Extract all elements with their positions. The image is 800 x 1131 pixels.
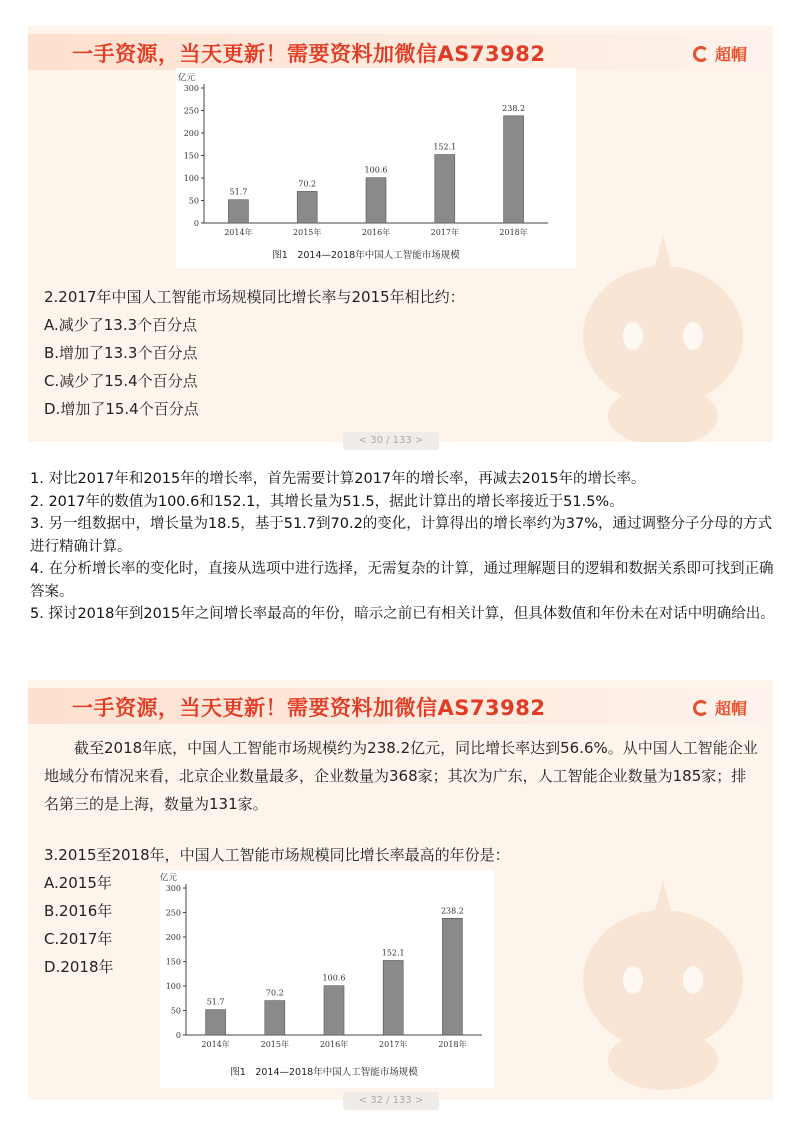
question-title: 2.2017年中国人工智能市场规模同比增长率与2015年相比约： xyxy=(44,288,465,306)
data-label: 238.2 xyxy=(440,906,464,916)
y-tick-label: 150 xyxy=(183,151,199,161)
y-tick-label: 250 xyxy=(165,908,181,918)
mascot-watermark-icon xyxy=(563,870,763,1100)
x-tick-label: 2016年 xyxy=(361,228,391,237)
brand-icon xyxy=(693,700,709,716)
chart-svg-1 xyxy=(176,68,576,268)
analysis-line: 3. 另一组数据中，增长量为18.5，基于51.7到70.2的变化，计算得出的增长率约为37%，通过调整分子分母的方式进行精确计算。 xyxy=(30,516,773,555)
option-a[interactable]: A.2015年 xyxy=(44,874,112,892)
y-tick-label: 0 xyxy=(193,219,199,228)
analysis-line: 1. 对比2017年和2015年的增长率，首先需要计算2017年的增长率，再减去2015年的增长率。 xyxy=(30,471,646,487)
bar xyxy=(504,116,524,223)
page-indicator[interactable]: < 30 / 133 > xyxy=(343,432,439,450)
y-tick-label: 50 xyxy=(188,196,199,206)
y-axis-label: 亿元 xyxy=(178,73,196,83)
y-tick-label: 300 xyxy=(183,84,199,93)
promo-banner xyxy=(28,688,773,724)
bar xyxy=(366,178,386,223)
analysis-line: 5. 探讨2018年到2015年之间增长率最高的年份，暗示之前已有相关计算，但具体数值和年份未在对话中明确给出。 xyxy=(30,606,775,622)
banner-text: 一手资源，当天更新！需要资料加微信AS73982 xyxy=(72,42,546,66)
x-tick-label: 2015年 xyxy=(293,228,322,237)
question-title: 3.2015至2018年，中国人工智能市场规模同比增长率最高的年份是： xyxy=(44,846,510,864)
option-b[interactable]: B.2016年 xyxy=(44,902,113,920)
chart-svg-2 xyxy=(160,870,494,1088)
option-b[interactable]: B.增加了13.3个百分点 xyxy=(44,344,198,362)
reading-passage: 截至2018年底，中国人工智能市场规模约为238.2亿元，同比增长率达到56.6%。从中国人工智能企业地域分布情况来看，北京企业数量最多，企业数量为368家；其次为广东，人工智能企业数量为185家；排名第三的是上海，数量为131家。 xyxy=(44,739,758,813)
brand-name: 超帽 xyxy=(714,699,747,718)
data-label: 152.1 xyxy=(433,142,457,152)
y-tick-label: 250 xyxy=(183,106,199,116)
x-tick-label: 2017年 xyxy=(379,1040,408,1049)
y-tick-label: 50 xyxy=(170,1006,181,1016)
brand-icon xyxy=(693,46,709,62)
x-tick-label: 2017年 xyxy=(430,228,459,237)
brand-logo xyxy=(693,42,747,65)
chart-title: 图1 2014—2018年中国人工智能市场规模 xyxy=(230,1067,418,1078)
data-label: 51.7 xyxy=(229,187,248,197)
option-a[interactable]: A.减少了13.3个百分点 xyxy=(44,316,198,334)
y-tick-label: 150 xyxy=(165,957,181,967)
analysis-text xyxy=(30,468,775,626)
x-tick-label: 2015年 xyxy=(260,1040,289,1049)
x-tick-label: 2014年 xyxy=(201,1040,230,1049)
data-label: 100.6 xyxy=(322,973,346,983)
question-card-1 xyxy=(28,26,773,442)
data-label: 70.2 xyxy=(265,988,284,998)
y-tick-label: 100 xyxy=(183,174,199,183)
data-label: 70.2 xyxy=(298,179,317,189)
y-axis-label: 亿元 xyxy=(160,873,178,883)
brand-name: 超帽 xyxy=(714,45,747,64)
question-card-2 xyxy=(28,680,773,1100)
analysis-line: 4. 在分析增长率的变化时，直接从选项中进行选择，无需复杂的计算，通过理解题目的逻辑和数据关系即可找到正确答案。 xyxy=(30,561,774,600)
data-label: 51.7 xyxy=(206,997,225,1007)
y-tick-label: 300 xyxy=(165,884,181,893)
y-tick-label: 200 xyxy=(165,933,181,942)
bar xyxy=(435,155,455,223)
y-tick-label: 200 xyxy=(183,129,199,138)
bar xyxy=(383,960,403,1035)
brand-logo xyxy=(693,696,747,719)
banner-text: 一手资源，当天更新！需要资料加微信AS73982 xyxy=(72,696,546,720)
x-tick-label: 2014年 xyxy=(224,228,253,237)
bar xyxy=(228,200,248,223)
data-label: 100.6 xyxy=(364,165,388,175)
data-label: 152.1 xyxy=(381,948,405,958)
chart-title: 图1 2014—2018年中国人工智能市场规模 xyxy=(272,250,460,261)
x-tick-label: 2018年 xyxy=(438,1040,467,1049)
mascot-watermark-icon xyxy=(563,226,763,442)
x-tick-label: 2018年 xyxy=(499,228,528,237)
bar xyxy=(265,1001,285,1035)
data-label: 238.2 xyxy=(502,103,526,113)
x-tick-label: 2016年 xyxy=(319,1040,349,1049)
bar xyxy=(324,986,344,1035)
option-d[interactable]: D.2018年 xyxy=(44,958,114,976)
bar xyxy=(442,918,462,1035)
y-tick-label: 100 xyxy=(165,982,181,991)
bar xyxy=(297,191,317,223)
y-tick-label: 0 xyxy=(175,1031,181,1040)
bar-chart-2 xyxy=(160,870,494,1088)
page-indicator[interactable]: < 32 / 133 > xyxy=(343,1092,439,1110)
promo-banner xyxy=(28,34,773,70)
option-d[interactable]: D.增加了15.4个百分点 xyxy=(44,400,199,418)
bar-chart-1 xyxy=(176,68,576,268)
option-c[interactable]: C.2017年 xyxy=(44,930,113,948)
bar xyxy=(206,1010,226,1035)
option-c[interactable]: C.减少了15.4个百分点 xyxy=(44,372,198,390)
analysis-line: 2. 2017年的数值为100.6和152.1，其增长量为51.5，据此计算出的增长率接近于51.5%。 xyxy=(30,493,624,510)
